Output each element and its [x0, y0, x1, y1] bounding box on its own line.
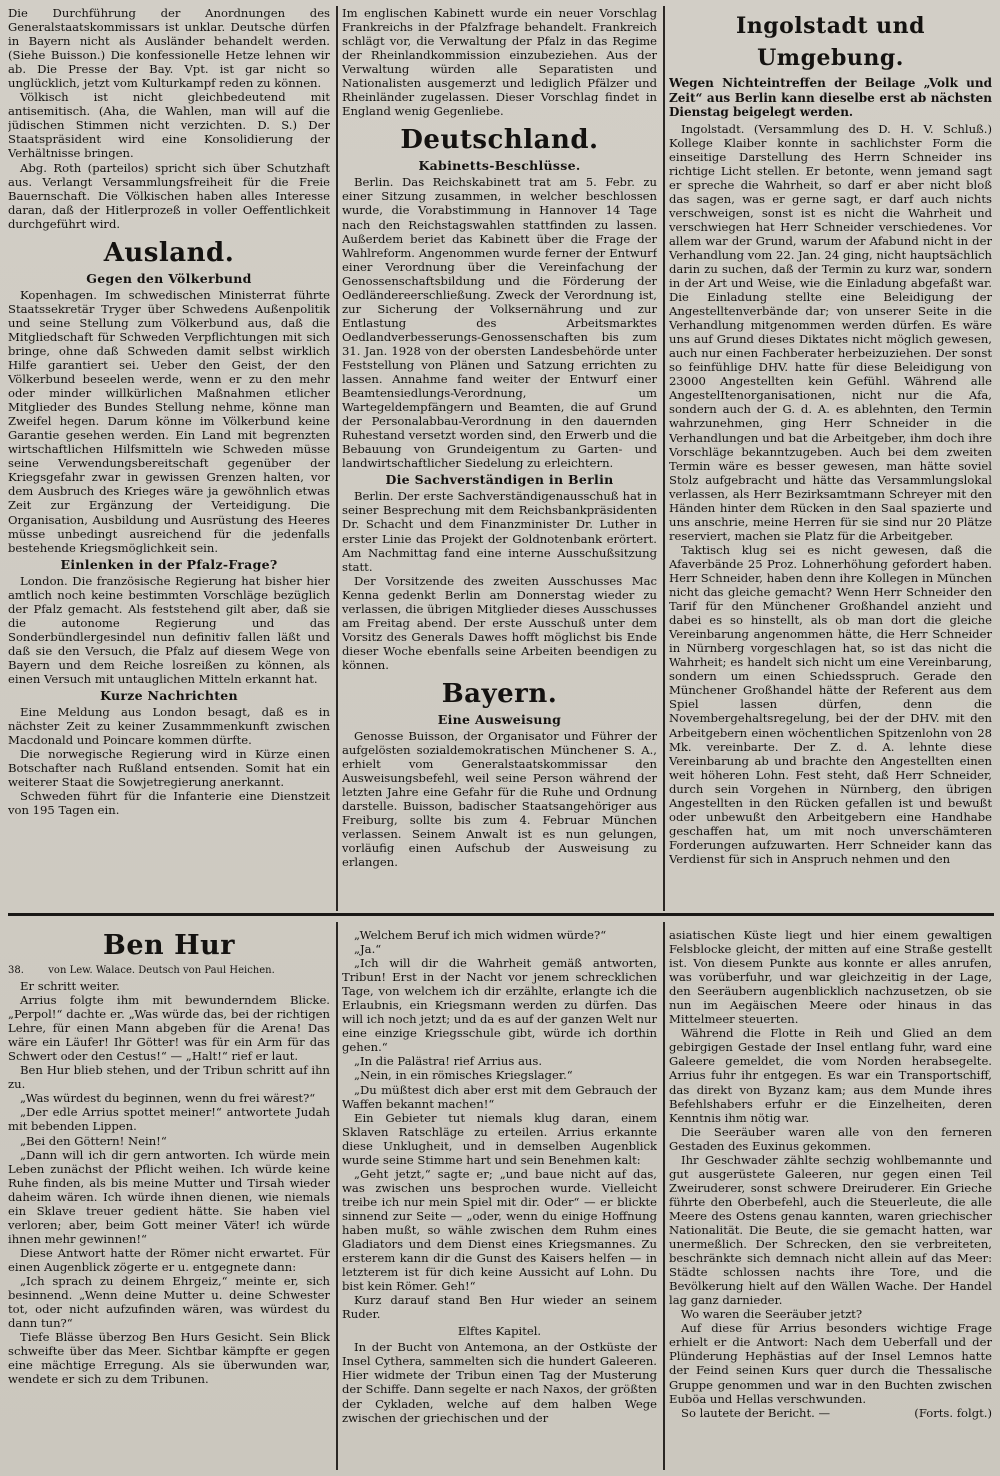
article-paragraph: Berlin. Das Reichskabinett trat am 5. Febr. zu einer Sitzung zusammen, in welcher beschlossen wurde, die Vorabstimmung in Hannover 14 Tage nach den Reichstagswahlen stattfinden zu lassen. Außerdem beriet das Kabinett über die Frage der Wahlreform. Angenommen wurde ferner der Entwurf einer Verordnung über die Vereinfachung der Genossenschaftsbildung und die Förderung der Oedländereerschließung. Zweck der Verordnung ist, zur Sicherung der Volksernährung und zur Entlastung des Arbeitsmarktes Oedlandverbesserungs-Genossenschaften bis zum 31. Jan. 1928 von der obersten Landesbehörde unter Feststellung von Plänen und Satzung errichten zu lassen. Annahme fand weiter der Entwurf einer Beamtensiedlungs-Verordnung, um Wartegeldempfängern und Beamten, die auf Grund der Personalabbau-Verordnung in den dauernden Ruhestand versetzt worden sind, den Erwerb und die Bebauung von Grundeigentum zu Garten- und landwirtschaftlicher Siedelung zu erleichtern. — [342, 175, 657, 471]
novel-paragraph: „Ich will dir die Wahrheit gemäß antworten, Tribun! Erst in der Nacht vor jenem schrecklichen Tage, von welchem ich dir erzählte, erlangte ich die Erlaubnis, ein Kriegsmann werden zu dürfen. Das will ich noch jetzt; und da es auf der ganzen Welt nur eine einzige Kriegsschule gibt, würde ich dorthin gehen.“ — [342, 956, 657, 1055]
article-headline: Einlenken in der Pfalz-Frage? — [60, 556, 278, 572]
to-be-continued: (Forts. folgt.) — [914, 1405, 992, 1420]
novel-paragraph: Während die Flotte in Reih und Glied an dem gebirgigen Gestade der Insel entlang fuhr, ward eine Galeere gemeldet, die vom Norden herabsegelte. Arrius fuhr ihr entgegen. Es war ein Transportschiff, das direkt von Byzanz kam; aus dem Munde ihres Befehlshabers erfuhr er die Einzelheiten, deren Kenntnis ihm nötig war. — [669, 1026, 992, 1125]
column-novel-1 — [8, 922, 330, 1470]
article-paragraph: Ingolstadt. (Versammlung des D. H. V. Schluß.) Kollege Klaiber konnte in sachlichster Form die einseitige Darstellung des Herrn Schneider ins richtige Licht stellen. Er betonte, wenn jemand sagt er spreche die Wahrheit, so darf er aber nicht bloß das sagen, was er gerne sagt, er darf auch nichts verschweigen, sonst ist es nicht die Wahrheit und verschwiegen hat Herr Schneider verschiedenes. Vor allem war der Grund, warum der Afabund nicht in der Verhandlung vom 22. Jan. 24 ging, nicht hauptsächlich darin zu suchen, daß der Termin zu kurz war, sondern in der Art und Weise, wie die Einladung abgefaßt war. Die Einladung stellte eine Beleidigung der Angestelltenverbände dar; von unserer Seite in die Verhandlung mitgenommen werden dürfen. Es wäre uns auf Grund dieses Diktates nicht möglich gewesen, auch nur einen Fachberater herbeizuziehen. Der sonst so feinfühlige DHV. hatte für diese Beleidigung von 23000 Angestellten kein Gefühl. Während alle AngestelItenorganisationen, nicht nur die Afa, sondern auch der G. d. A. es ablehnten, den Termin wahrzunehmen, ging Herr Schneider in die Verhandlungen und bat die Arbeitgeber, ihm doch ihre Vorschläge bekanntzugeben. Auch bei dem zweiten Termin wäre es besser gewesen, man hätte soviel Stolz aufgebracht und hätte das Versammlungslokal verlassen, als Herr Bezirksamtmann Schreyer mit den Händen hinter dem Rücken in den Saal spazierte und uns anschrie, meine Herren für sie sind nur 20 Plätze reserviert, machen sie Platz für die Arbeitgeber. — [669, 121, 992, 543]
article-paragraph: Eine Meldung aus London besagt, daß es in nächster Zeit zu keiner Zusammmenkunft zwischen Macdonald und Poincare kommen dürfte. — [8, 705, 330, 748]
novel-paragraph: „Der edle Arrius spottet meiner!“ antwortete Judah mit bebenden Lippen. — [8, 1105, 330, 1134]
novel-paragraph: „In die Palästra! rief Arrius aus. — [354, 1054, 543, 1069]
section-heading: Deutschland. — [400, 125, 599, 156]
article-paragraph: Die Durchführung der Anordnungen des Generalstaatskommissars ist unklar. Deutsche dürfen in Bayern nicht als Ausländer behandelt werden. (Siehe Buisson.) Die konfessionelle Hetze lehnen wir ab. Die Presse der Bay. Vpt. ist gar nicht so unglücklich, jetzt vom Kulturkampf reden zu können. — [8, 6, 330, 91]
column-ingolstadt — [669, 6, 992, 911]
article-headline: Eine Ausweisung — [437, 711, 562, 727]
column-rule — [336, 922, 338, 1470]
novel-paragraph: In der Bucht von Antemona, an der Ostküste der Insel Cythera, sammelten sich die hundert Galeeren. Hier widmete der Tribun einen Tag der Musterung der Schiffe. Dann segelte er nach Naxos, der größten der Cykladen, welche auf dem halben Wege zwischen der griechischen und der — [342, 1340, 657, 1425]
column-deutschland — [342, 6, 657, 911]
novel-paragraph: Arrius folgte ihm mit bewunderndem Blicke. „Perpol!“ dachte er. „Was würde das, bei der richtigen Lehre, für einen Mann abgeben für die Arena! Das wäre ein Läufer! Ihr Götter! was für ein Arm für das Schwert oder den Cestus!“ — „Halt!“ rief er laut. — [8, 993, 330, 1064]
novel-paragraph: „Nein, in ein römisches Kriegslager.“ — [354, 1068, 573, 1083]
article-headline: Gegen den Völkerbund — [86, 270, 252, 286]
article-headline: Die Sachverständigen in Berlin — [385, 472, 614, 488]
article-paragraph: Der Vorsitzende des zweiten Ausschusses Mac Kenna gedenkt Berlin am Donnerstag wieder zu verlassen, die übrigen Mitglieder dieses Ausschusses am Freitag abend. Der erste Ausschuß unter dem Vorsitz des Generals Dawes hofft möglichst bis Ende dieser Woche ebenfalls seine Arbeiten beendigen zu können. — [342, 573, 657, 672]
column-rule — [336, 6, 338, 911]
novel-paragraph: Wo waren die Seeräuber jetzt? — [681, 1307, 863, 1322]
feuilleton-rule — [8, 913, 994, 916]
novel-title: Ben Hur — [103, 930, 235, 961]
novel-paragraph: Kurz darauf stand Ben Hur wieder an seinem Ruder. — [342, 1293, 657, 1322]
novel-paragraph: „Bei den Göttern! Nein!“ — [20, 1133, 167, 1148]
section-heading: Bayern. — [441, 678, 558, 709]
article-paragraph: Berlin. Der erste Sachverständigenausschuß hat in seiner Besprechung mit dem Reichsbankpräsidenten Dr. Schacht und dem Finanzminister Dr. Luther in erster Linie das Projekt der Goldnotenbank erörtert. Am Nachmittag fand eine interne Ausschußsitzung statt. — [342, 489, 657, 574]
novel-paragraph: asiatischen Küste liegt und hier einem gewaltigen Felsblocke gleicht, der mitten auf eine Straße gestellt ist. Von diesem Punkte aus konnte er alles anrufen, was vorüberfuhr, und war gleichzeitig in der Lage, den Seeräubern augenblicklich nachzusetzen, ob sie nun im Aegäischen Meere oder hinaus in das Mittelmeer steuerten. — [669, 928, 992, 1027]
novel-paragraph: Ihr Geschwader zählte sechzig wohlbemannte und gut ausgerüstete Galeeren, nur gegen einen Teil Zweiruderer, sonst schwere Dreiruderer. Ein Grieche führte den Oberbefehl, auch die Steuerleute, die alle Meere des Ostens genau kannten, waren griechischer Nationalität. Die Beute, die sie gemacht hatten, war unermeßlich. Der Schrecken, den sie verbreiteten, beschränkte sich demnach nicht allein auf das Meer: Städte schlossen nachts ihre Tore, und die Bevölkerung hielt auf den Wällen Wache. Der Handel lag ganz darnieder. — [669, 1152, 992, 1308]
novel-ending — [669, 1406, 992, 1420]
novel-paragraph: Tiefe Blässe überzog Ben Hurs Gesicht. Sein Blick schweifte über das Meer. Sichtbar kämpfte er gegen eine mächtige Erregung. Als sie überwunden war, wendete er sich zu dem Tribunen. — [8, 1330, 330, 1387]
article-paragraph: Taktisch klug sei es nicht gewesen, daß die Afaverbände 25 Proz. Lohnerhöhung gefordert haben. Herr Schneider, haben denn ihre Kollegen in München nicht das gleiche gemacht? Wenn Herr Schneider den Tarif für den Münchener Großhandel anzieht und dabei es so hinstellt, als ob man dort die gleiche Vereinbarung angenommen hätte, die Herr Schneider in Nürnberg vorgeschlagen hat, so ist das nicht die Wahrheit; es handelt sich nicht um eine Vereinbarung, sondern um einen Schiedsspruch. Gerade den Münchener Großhandel hätte der Referent aus dem Spiel lassen dürfen, denn die Novembergehaltsregelung, bei der der DHV. mit den Arbeitgebern einen wöchentlichen Spitzenlohn von 28 Mk. vereinbarte. Der Z. d. A. lehnte diese Vereinbarung ab und brachte den Angestellten einen weit höheren Lohn. Fest steht, daß Herr Schneider, durch sein Vorgehen in Nürnberg, den übrigen Angestellten in den Rücken gefallen ist und bewußt oder unbewußt den Arbeitgebern eine Handhabe geschaffen hat, um mit noch unverschämteren Forderungen aufzuwarten. Herr Schneider kann das Verdienst für sich in Anspruch nehmen und den — [669, 542, 992, 866]
novel-paragraph: Ein Gebieter tut niemals klug daran, einem Sklaven Ratschläge zu erteilen. Arrius erkannte diese Unklugheit, und in demselben Augenblick wurde seine Stimme hart und sein Benehmen kalt: — [342, 1110, 657, 1167]
novel-paragraph: „Was würdest du beginnen, wenn du frei wärest?“ — [20, 1091, 316, 1106]
article-paragraph: Kopenhagen. Im schwedischen Ministerrat führte Staatssekretär Tryger über Schwedens Außenpolitik und seine Stellung zum Völkerbund aus, daß die Mitgliedschaft für Schweden Verpflichtungen mit sich bringe, ohne daß Schweden damit selbst wirklich Hilfe garantiert sei. Ueber den Geist, der den Völkerbund beseelen werde, wenn er zu den mehr oder minder willkürlichen Maßnahmen etlicher Mitglieder des Bundes Stellung nehme, könne man Zweifel hegen. Darum könne im Völkerbund keine Garantie gesehen werden. Ein Land mit begrenzten wirtschaftlichen Hilfsmitteln wie Schweden müsse seine Verwendungsbereitschaft gegenüber der Kriegsgefahr zwar in gewissen Grenzen halten, vor dem Ausbruch des Krieges wäre ja gewöhnlich etwas Zeit zur Ergänzung der Verteidigung. Die Organisation, Ausbildung und Ausrüstung des Heeres müsse unbedingt ausreichend für die jedenfalls bestehende Kriegsmöglichkeit sein. — [8, 287, 330, 555]
column-novel-2 — [342, 928, 657, 1470]
column-rule — [663, 922, 665, 1470]
article-paragraph: Im englischen Kabinett wurde ein neuer Vorschlag Frankreichs in der Pfalzfrage behandelt. Frankreich schlägt vor, die Verwaltung der Pfalz in das Regime der Rheinlandkommission einzubeziehen. Aus der Verwaltung würden alle Separatisten und Nationalisten ausgemerzt und lediglich Pfälzer und Rheinländer zugelassen. Dieser Vorschlag findet in England wenig Gegenliebe. — [342, 6, 657, 119]
novel-paragraph: „Dann will ich dir gern antworten. Ich würde mein Leben zunächst der Pflicht weihen. Ich würde keine Ruhe finden, als bis meine Mutter und Tirsah wieder daheim wären. Ich würde ihnen dienen, wie niemals ein Sklave treuer gedient hätte. Sie haben viel verloren; aber, beim Gott meiner Väter! ich würde ihnen mehr gewinnen!“ — [8, 1147, 330, 1246]
novel-paragraph: Die Seeräuber waren alle von den ferneren Gestaden des Euxinus gekommen. — [669, 1124, 992, 1153]
article-headline: Kurze Nachrichten — [100, 688, 238, 704]
novel-byline — [8, 964, 330, 977]
author-credit: von Lew. Walace. Deutsch von Paul Heichen. — [48, 965, 275, 976]
article-paragraph: Genosse Buisson, der Organisator und Führer der aufgelösten sozialdemokratischen Münchener S. A., erhielt vom Generalstaatskommissar den Ausweisungsbefehl, weil seine Person während der letzten Jahre eine Gefahr für die Ruhe und Ordnung darstelle. Buisson, badischer Staatsangehöriger aus Freiburg, sollte bis zum 4. Februar München verlassen. Seinem Anwalt ist es nun gelungen, vorläufig einen Aufschub der Ausweisung zu erlangen. — [342, 728, 657, 870]
column-rule — [663, 6, 665, 911]
ending-text: So lautete der Bericht. — — [681, 1405, 831, 1420]
novel-paragraph: Ben Hur blieb stehen, und der Tribun schritt auf ihn zu. — [8, 1063, 330, 1092]
chapter-heading: Elftes Kapitel. — [457, 1324, 542, 1339]
article-paragraph: Die norwegische Regierung wird in Kürze einen Botschafter nach Rußland entsenden. Somit hat ein weiterer Staat die Sowjetregierung anerkannt. — [8, 747, 330, 790]
novel-paragraph: Er schritt weiter. — [20, 979, 120, 993]
article-paragraph: Abg. Roth (parteilos) spricht sich über Schutzhaft aus. Verlangt Versammlungsfreiheit für die Freie Bauernschaft. Die Völkischen haben alles Interesse daran, daß der Hitlerprozeß in voller Oeffentlichkeit durchgeführt wird. — [8, 160, 330, 231]
novel-paragraph: „Ich sprach zu deinem Ehrgeiz,“ meinte er, sich besinnend. „Wenn deine Mutter u. deine Schwester tot, oder nicht aufzufinden wären, was würdest du dann tun?“ — [8, 1273, 330, 1331]
novel-paragraph: „Du müßtest dich aber erst mit dem Gebrauch der Waffen bekannt machen!“ — [342, 1082, 657, 1111]
article-paragraph: Völkisch ist nicht gleichbedeutend mit antisemitisch. (Aha, die Wahlen, man will auf die jüdischen Stimmen nicht verzichten. D. S.) Der Staatspräsident wird eine Konsolidierung der Verhältnisse bringen. — [8, 90, 330, 161]
section-heading: Ausland. — [103, 237, 235, 268]
column-novel-3 — [669, 928, 992, 1470]
installment-number: 38. — [8, 965, 24, 976]
novel-paragraph: „Ja.“ — [354, 942, 382, 957]
novel-paragraph: „Geht jetzt,“ sagte er; „und baue nicht auf das, was zwischen uns besprochen wurde. Vielleicht treibe ich nur mein Spiel mit dir. Oder“ — er blickte sinnend zur Seite — „oder, wenn du einige Hoffnung haben mußt, so wähle zwischen dem Ruhm eines Gladiators und dem Dienst eines Kriegsmannes. Zu ersterem kann dir die Gunst des Kaisers helfen — in letzterem ist für dich keine Aussicht auf Lohn. Du bist kein Römer. Geh!“ — [342, 1166, 657, 1294]
notice: Wegen Nichteintreffen der Beilage „Volk und Zeit“ aus Berlin kann dieselbe erst ab nächsten Dienstag beigelegt werden. — [669, 76, 992, 119]
article-paragraph: Schweden führt für die Infanterie eine Dienstzeit von 195 Tagen ein. — [8, 789, 330, 818]
article-headline: Kabinetts-Beschlüsse. — [418, 158, 581, 174]
column-ausland — [8, 6, 330, 911]
novel-paragraph: Diese Antwort hatte der Römer nicht erwartet. Für einen Augenblick zögerte er u. entgegnete dann: — [8, 1245, 330, 1274]
article-paragraph: London. Die französische Regierung hat bisher hier amtlich noch keine bestimmten Vorschläge bezüglich der Pfalz gemacht. Als feststehend gilt aber, daß sie die autonome Regierung und das Sonderbündlergesindel nun definitiv fallen läßt und daß sie den Versuch, die Pfalz auf diesem Wege von Bayern und dem Reiche losreißen zu können, als einen Versuch mit untauglichen Mitteln erkannt hat. — [8, 573, 330, 686]
novel-paragraph: „Welchem Beruf ich mich widmen würde?“ — [354, 928, 607, 942]
novel-paragraph: Auf diese für Arrius besonders wichtige Frage erhielt er die Antwort: Nach dem Ueberfall und der Plünderung Hephästias auf der Insel Lemnos hatte der Feind seinen Kurs quer durch die Thessalische Gruppe genommen und war in den Buchten zwischen Euböa und Hellas verschwunden. — [669, 1321, 992, 1406]
section-heading: Ingolstadt und Umgebung. — [735, 13, 926, 71]
